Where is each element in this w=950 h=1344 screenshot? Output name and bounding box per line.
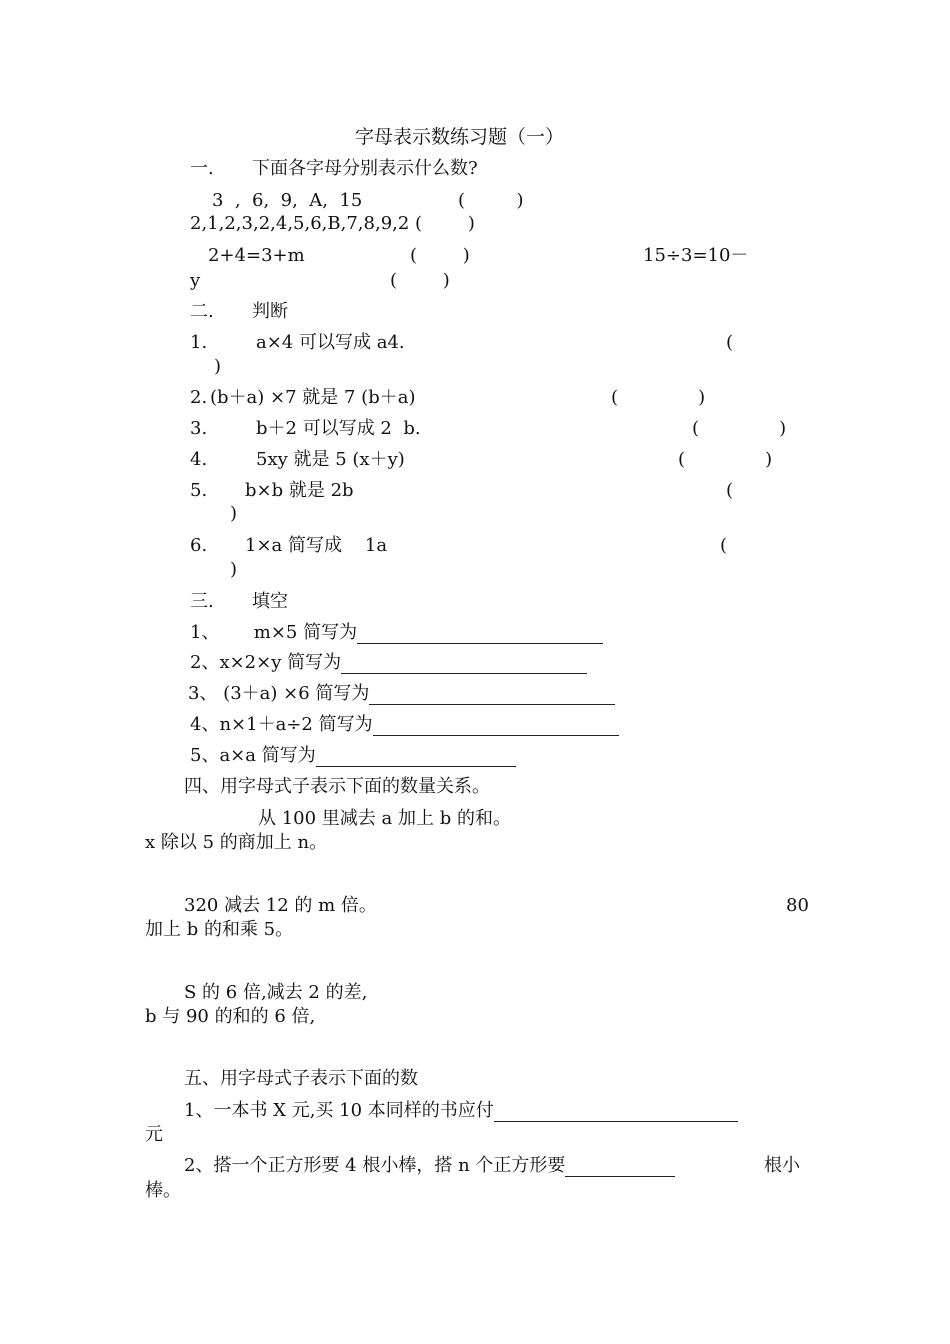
s3-fill-4-blank[interactable] (373, 715, 619, 736)
section-3-number: 三. (190, 591, 214, 612)
s2-item-2-answer: ( ) (611, 387, 706, 408)
s4-line-2: x 除以 5 的商加上 n。 (145, 832, 328, 853)
section-5-heading: 五、用字母式子表示下面的数 (184, 1068, 418, 1089)
s3-fill-2-blank[interactable] (341, 653, 587, 674)
section-2-heading: 判断 (252, 301, 288, 322)
section-1-number: 一. (190, 158, 214, 179)
s1-question-2: 2,1,2,3,2,4,5,6,B,7,8,9,2 ( ) (190, 213, 475, 234)
s1-question-4-part1: 15÷3=10－ (643, 245, 749, 266)
section-1-heading: 下面各字母分别表示什么数? (252, 158, 478, 179)
s3-fill-5-text: 5、a×a 简写为 (190, 745, 316, 766)
s3-fill-5-blank[interactable] (316, 746, 516, 767)
s1-question-3-answer: ( ) (410, 245, 470, 266)
s1-question-3: 2+4=3+m (208, 245, 305, 266)
s3-fill-4 (190, 714, 619, 736)
s3-fill-5 (190, 745, 516, 767)
s4-line-4: 加上 b 的和乘 5。 (145, 919, 294, 940)
s1-question-4-answer: ( ) (390, 270, 450, 291)
s2-item-1-number: 1. (190, 332, 208, 353)
s5-question-2-text: 2、搭一个正方形要 4 根小棒，搭 n 个正方形要 (184, 1155, 566, 1176)
s3-fill-1 (190, 622, 603, 644)
s4-line-3: 320 减去 12 的 m 倍。 (184, 895, 377, 916)
s2-item-4-text: 5xy 就是 5 (x＋y) (256, 449, 405, 470)
s3-fill-3-blank[interactable] (369, 684, 615, 705)
s2-item-5-paren-close: ) (230, 503, 238, 524)
s2-item-3-text: b＋2 可以写成 2 b. (256, 418, 421, 439)
s4-line-3-right: 80 (786, 895, 809, 916)
s4-line-6: b 与 90 的和的 6 倍, (145, 1006, 316, 1027)
s1-question-1-answer: ( ) (458, 190, 524, 211)
s2-item-2-number: 2. (190, 387, 208, 408)
s2-item-3-answer: ( ) (692, 418, 787, 439)
section-2-number: 二. (190, 301, 214, 322)
s5-question-1-blank[interactable] (494, 1101, 738, 1122)
s5-question-2 (184, 1155, 675, 1177)
s3-fill-1-blank[interactable] (357, 623, 603, 644)
s2-item-6-number: 6. (190, 535, 208, 556)
s3-fill-4-text: 4、n×1＋a÷2 简写为 (190, 714, 373, 735)
s2-item-6-paren-open: ( (720, 535, 728, 556)
s2-item-5-number: 5. (190, 480, 208, 501)
s2-item-6-paren-close: ) (230, 559, 238, 580)
s2-item-1-paren-open: ( (726, 332, 734, 353)
s3-fill-2-text: 2、x×2×y 简写为 (190, 652, 342, 673)
s5-question-2-blank[interactable] (565, 1156, 675, 1177)
s2-item-5-text: b×b 就是 2b (245, 480, 354, 501)
s2-item-1-paren-close: ) (214, 356, 222, 377)
s5-question-1-text: 1、一本书 X 元,买 10 本同样的书应付 (184, 1100, 494, 1121)
s4-line-5: S 的 6 倍,减去 2 的差, (184, 982, 368, 1003)
section-4-heading: 四、用字母式子表示下面的数量关系。 (184, 776, 490, 797)
page-title: 字母表示数练习题（一） (355, 126, 565, 148)
s5-question-2-tail: 根小 (764, 1155, 800, 1176)
s1-question-4-part2: y (190, 270, 201, 291)
s2-item-2-text: (b＋a) ×7 就是 7 (b＋a) (210, 387, 416, 408)
section-3-heading: 填空 (252, 591, 288, 612)
s3-fill-1-text: 1、 m×5 简写为 (190, 622, 358, 643)
s2-item-5-paren-open: ( (726, 480, 734, 501)
s2-item-6-text: 1×a 简写成 1a (245, 535, 388, 556)
s3-fill-2 (190, 652, 587, 674)
s5-question-1 (184, 1100, 738, 1122)
s4-line-1: 从 100 里减去 a 加上 b 的和。 (258, 808, 511, 829)
s5-question-1-unit: 元 (145, 1124, 163, 1145)
s3-fill-3-text: 3、 (3＋a) ×6 简写为 (188, 683, 370, 704)
s2-item-4-number: 4. (190, 449, 208, 470)
s2-item-3-number: 3. (190, 418, 208, 439)
s5-question-2-unit: 棒。 (145, 1180, 181, 1201)
s2-item-4-answer: ( ) (678, 449, 773, 470)
s2-item-1-text: a×4 可以写成 a4. (256, 332, 405, 353)
s1-question-1: 3 , 6, 9, A, 15 (212, 190, 363, 211)
s3-fill-3 (188, 683, 615, 705)
